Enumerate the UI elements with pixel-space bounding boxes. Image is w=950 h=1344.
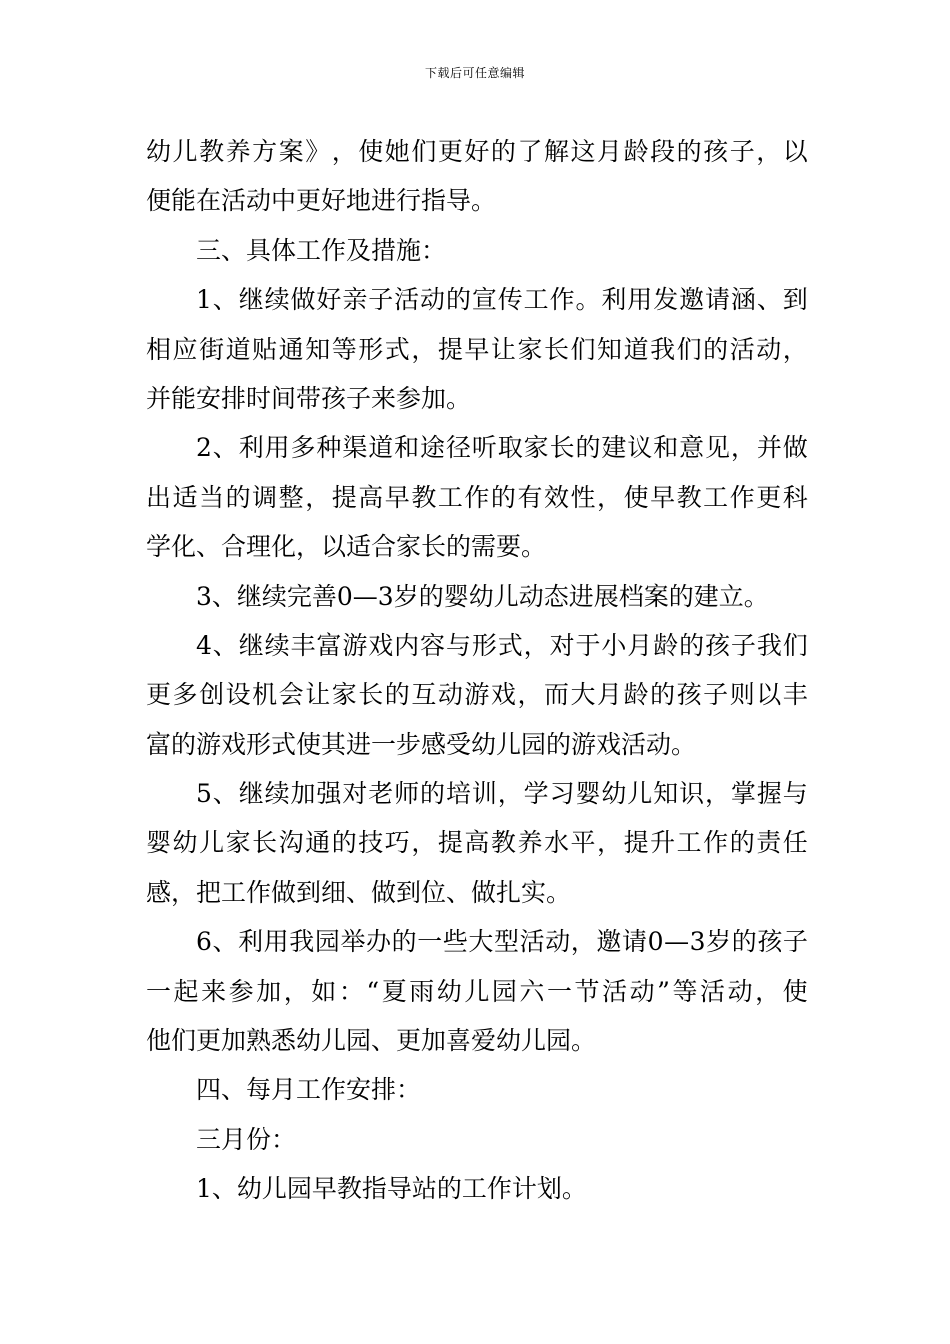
text-line: 5 、 继 续 加 强 对 老 师 的 培 训 ， 学 习 婴 幼 儿 知 识 ， 掌 握 与 <box>196 779 808 809</box>
text-line: 更 多 创 设 机 会 让 家 长 的 互 动 游 戏 ， 而 大 月 龄 的 孩 子 则 以 丰 <box>146 680 808 710</box>
text-line: 4 、 继 续 丰 富 游 戏 内 容 与 形 式 ， 对 于 小 月 龄 的 孩 子 我 们 <box>196 630 808 660</box>
text-line: 感，把工作做到细、做到位、做扎实。 <box>146 877 572 907</box>
text-line: 三月份： <box>196 1124 297 1154</box>
text-line: 富的游戏形式使其进一步感受幼儿园的游戏活动。 <box>146 729 697 759</box>
page-header: 下载后可任意编辑 <box>424 66 525 80</box>
text-line: 2 、 利 用 多 种 渠 道 和 途 径 听 取 家 长 的 建 议 和 意 见 ， 并 做 <box>196 433 808 463</box>
text-line: 三、具体工作及措施： <box>196 235 447 265</box>
text-line: 便能在活动中更好地进行指导。 <box>146 186 497 216</box>
text-line: 他们更加熟悉幼儿园、更加喜爱幼儿园。 <box>146 1026 597 1056</box>
text-line: 四、每月工作安排： <box>196 1075 422 1105</box>
text-line: 1 、 继 续 做 好 亲 子 活 动 的 宣 传 工 作 。 利 用 发 邀 请 涵 、 到 <box>196 285 808 315</box>
text-line: 1、幼儿园早教指导站的工作计划。 <box>196 1174 587 1204</box>
text-line: 婴 幼 儿 家 长 沟 通 的 技 巧 ， 提 高 教 养 水 平 ， 提 升 工 作 的 责 任 <box>146 828 808 858</box>
text-line: 并能安排时间带孩子来参加。 <box>146 383 472 413</box>
text-line: 幼 儿 教 养 方 案 》 ， 使 她 们 更 好 的 了 解 这 月 龄 段 的 孩 子 ， 以 <box>146 137 808 166</box>
text-line: 6 、 利 用 我 园 举 办 的 一 些 大 型 活 动 ， 邀 请 0 — 3 岁 的 孩 子 <box>196 927 808 957</box>
text-line: 3、继续完善0—3岁的婴幼儿动态进展档案的建立。 <box>196 581 769 611</box>
text-line: 相 应 街 道 贴 通 知 等 形 式 ， 提 早 让 家 长 们 知 道 我 们 的 活 动 ， <box>146 334 808 364</box>
text-line: 学化、合理化，以适合家长的需要。 <box>146 532 547 562</box>
text-line: 出 适 当 的 调 整 ， 提 高 早 教 工 作 的 有 效 性 ， 使 早 教 工 作 更 科 <box>146 482 808 512</box>
text-line: 一 起 来 参 加 ， 如 ： “ 夏 雨 幼 儿 园 六 一 节 活 动 ” 等 活 动 ， 使 <box>146 976 808 1006</box>
document-body <box>146 127 808 1214</box>
